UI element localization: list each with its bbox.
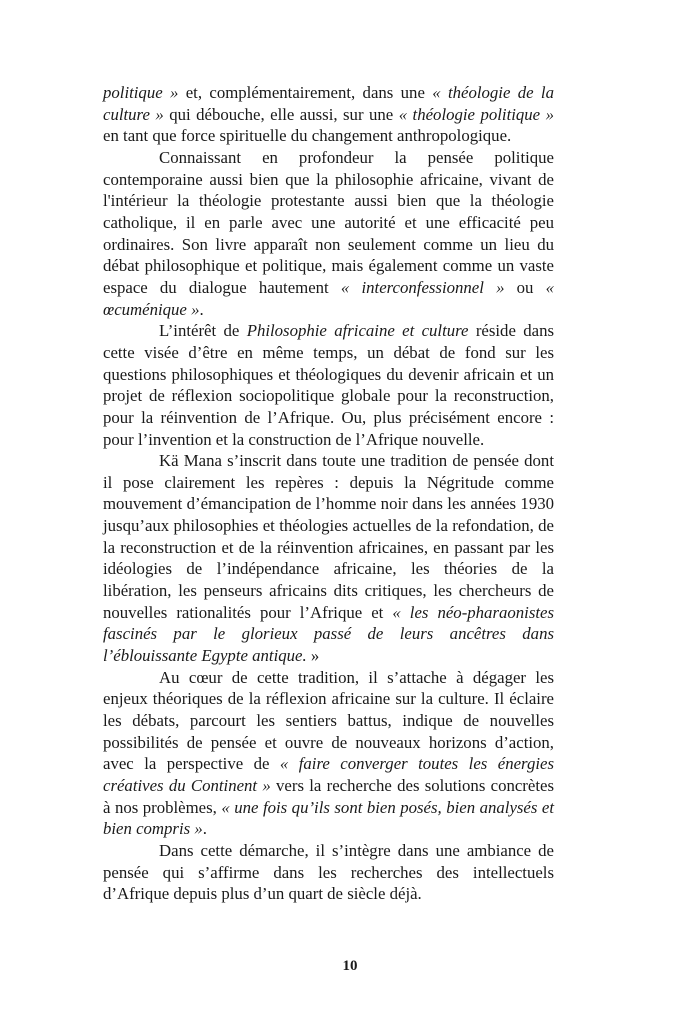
italic-run: « interconfessionnel » — [340, 277, 505, 297]
text-run: qui débouche, elle aussi, sur une — [163, 104, 399, 124]
text-run: et, complémentairement, dans une — [178, 83, 433, 102]
text-run: en tant que force spirituelle du changement anthropologique. — [103, 126, 512, 146]
paragraph — [103, 320, 554, 450]
italic-run: politique » — [103, 83, 179, 102]
text-run: Au cœur de cette tradition, il s’attache à dégager les enjeux théoriques de la réflexion africaine sur la culture. Il éclaire les débats, parcourt les sentiers battus, indique de nouvelles possibilités de pensée et ouvre de nouveaux horizons d’action, avec la perspective de — [103, 667, 554, 774]
text-run: . — [199, 299, 204, 319]
italic-run: « œcuménique » — [103, 277, 554, 319]
italic-run: « faire converger toutes les énergies créatives du Continent » — [103, 754, 554, 795]
text-run: . — [202, 819, 207, 839]
text-run: » — [306, 646, 320, 666]
text-run: ou — [504, 277, 546, 297]
italic-run: « une fois qu’ils sont bien posés, bien analysés et bien compris » — [103, 797, 554, 839]
text-run: Connaissant en profondeur la pensée politique contemporaine aussi bien que la philosophie africaine, vivant de l'intérieur la théologie protestante aussi bien que la théologie catholique, il en parle avec une autorité et une efficacité peu ordinaires. Son livre apparaît non seulement comme un lieu du débat philosophique et politique, mais également comme un vaste espace du dialogue hautement — [103, 147, 554, 297]
italic-run: « théologie de la culture » — [103, 83, 554, 124]
text-run: Dans cette démarche, il s’intègre dans une ambiance de pensée qui s’affirme dans les recherches des intellectuels d’Afrique depuis plus d’un quart de siècle déjà. — [103, 840, 554, 904]
italic-run: « théologie politique » — [398, 104, 554, 124]
page-body — [103, 82, 554, 905]
text-run: réside dans cette visée d’être en même temps, un débat de fond sur les questions philosophiques et théologiques du devenir africain et un projet de réflexion sociopolitique globale pour la reconstruction, pour la réinvention de l’Afrique. Ou, plus précisément encore : pour l’invention et la construction de l’Afrique nouvelle. — [103, 321, 554, 449]
text-run: L’intérêt de — [159, 321, 247, 341]
italic-run: Philosophie africaine et culture — [246, 321, 469, 341]
text-run: vers la recherche des solutions concrètes à nos problèmes, — [103, 776, 554, 817]
paragraph — [103, 82, 554, 147]
text-run: Kä Mana s’inscrit dans toute une tradition de pensée dont il pose clairement les repères : depuis la Négritude comme mouvement d’émancipation de l’homme noir dans les années 1930 jusqu’aux philosophies et théologies actuelles de la refondation, de la reconstruction et de la réinvention africaines, en passant par les idéologies de l’indépendance africaine, les théories de la libération, les penseurs africains dits critiques, les chercheurs de nouvelles rationalités pour l’Afrique et — [103, 451, 554, 622]
page-number: 10 — [342, 958, 358, 974]
paragraph — [103, 667, 554, 840]
paragraph — [103, 147, 554, 320]
italic-run: « les néo-pharaonistes fascinés par le glorieux passé de leurs ancêtres dans l’éblouissante Egypte antique. — [103, 602, 554, 666]
paragraph — [103, 840, 554, 905]
paragraph — [103, 450, 554, 667]
